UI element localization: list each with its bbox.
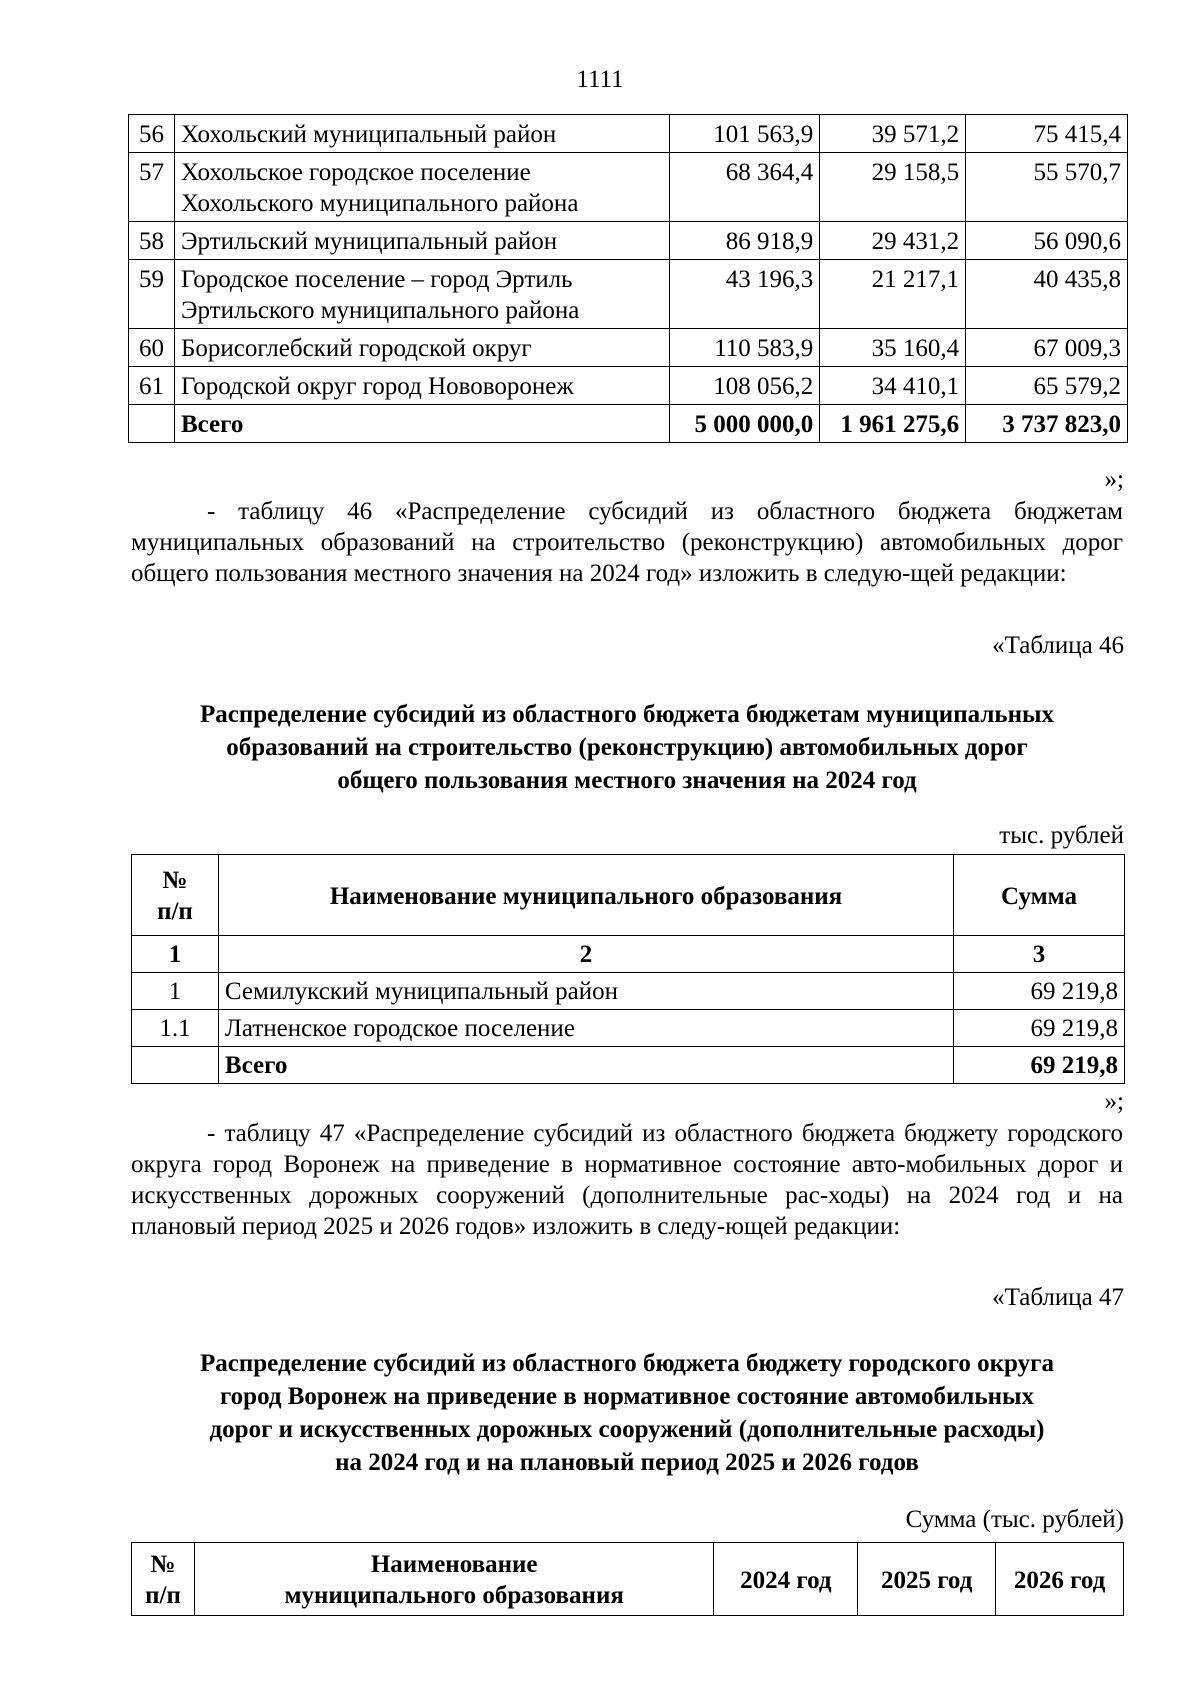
table-46-title: Распределение субсидий из областного бюджета бюджетам муниципальных образований на строительство (реконструкцию) автомобильных дорог общего пользования местного значения на 2024 год	[199, 701, 1055, 794]
column-header-number: № п/п	[132, 855, 219, 936]
row-name	[174, 367, 669, 405]
table-row	[132, 1010, 1125, 1047]
column-header-sum: Сумма	[954, 855, 1125, 936]
row-sum: 69 219,8	[954, 1010, 1125, 1047]
column-header-2026: 2026 год	[996, 1543, 1124, 1616]
total-sum: 69 219,8	[954, 1047, 1125, 1084]
column-number-2: 2	[218, 936, 953, 973]
row-value-2: 29 431,2	[820, 222, 966, 260]
row-name-line: Городское поселение – город Эртиль	[180, 266, 573, 293]
table-header-row	[132, 1543, 1124, 1616]
table-subsidies-continued	[128, 114, 1128, 443]
row-value-1: 101 563,9	[670, 115, 820, 153]
row-name-line: Городской округ город Нововоронеж	[180, 373, 574, 400]
total-label: Всего	[174, 405, 669, 443]
table-body	[132, 1543, 1124, 1616]
row-name	[174, 222, 669, 260]
row-name-line: Эртильского муниципального района	[180, 297, 580, 324]
column-header-name: Наименование муниципального образования	[218, 855, 953, 936]
total-value-1: 5 000 000,0	[670, 405, 820, 443]
row-name-line: Эртильский муниципальный район	[180, 228, 558, 255]
total-value-3: 3 737 823,0	[966, 405, 1128, 443]
row-name-line: Хохольский муниципальный район	[180, 121, 557, 148]
table-row	[129, 222, 1128, 260]
row-value-3: 55 570,7	[966, 153, 1128, 222]
row-number: 58	[129, 222, 175, 260]
table-row	[129, 115, 1128, 153]
row-value-2: 39 571,2	[820, 115, 966, 153]
row-value-2: 34 410,1	[820, 367, 966, 405]
row-value-2: 29 158,5	[820, 153, 966, 222]
row-name	[174, 260, 669, 329]
end-quote-mark: »;	[1104, 1088, 1124, 1115]
table-body	[132, 855, 1125, 1084]
table-47	[131, 1542, 1124, 1616]
column-number-1: 1	[132, 936, 219, 973]
row-number: 1.1	[132, 1010, 219, 1047]
paragraph-table-46-amendment: - таблицу 46 «Распределение субсидий из областного бюджета бюджетам муниципальных образований на строительство (реконструкцию) автомобильных дорог общего пользования местного значения на 2024 год» изложить в следую-щей редакции:	[131, 498, 1123, 587]
table-row	[132, 973, 1125, 1010]
row-value-1: 68 364,4	[670, 153, 820, 222]
table-47-title: Распределение субсидий из областного бюджета бюджету городского округа город Воронеж на приведение в нормативное состояние автомобильных дорог и искусственных дорожных сооружений (дополнительные расходы) на 2024 год и на плановый период 2025 и 2026 годов	[200, 1350, 1054, 1476]
total-value-2: 1 961 275,6	[820, 405, 966, 443]
column-header-2025: 2025 год	[858, 1543, 996, 1616]
table-47-label: «Таблица 47	[992, 1284, 1124, 1311]
total-row	[132, 1047, 1125, 1084]
row-number: 60	[129, 329, 175, 367]
column-header-number: № п/п	[132, 1543, 195, 1616]
column-header-2024: 2024 год	[714, 1543, 858, 1616]
column-header-name: Наименование муниципального образования	[194, 1543, 713, 1616]
row-value-3: 65 579,2	[966, 367, 1128, 405]
total-number-empty	[132, 1047, 219, 1084]
row-value-1: 86 918,9	[670, 222, 820, 260]
page-number: 1111	[576, 66, 624, 93]
row-number: 61	[129, 367, 175, 405]
table-header-row	[132, 855, 1125, 936]
row-name	[174, 329, 669, 367]
row-sum: 69 219,8	[954, 973, 1125, 1010]
table-row	[129, 329, 1128, 367]
row-number: 56	[129, 115, 175, 153]
row-name-line: Хохольское городское поселение	[180, 159, 531, 186]
row-number: 1	[132, 973, 219, 1010]
row-value-3: 75 415,4	[966, 115, 1128, 153]
table-row	[129, 260, 1128, 329]
row-value-1: 43 196,3	[670, 260, 820, 329]
column-numbers-row	[132, 936, 1125, 973]
end-quote-mark: »;	[1104, 466, 1124, 493]
table-body	[129, 115, 1128, 443]
paragraph-table-47-amendment: - таблицу 47 «Распределение субсидий из областного бюджета бюджету городского округа город Воронеж на приведение в нормативное состояние авто-мобильных дорог и искусственных дорожных сооружений (дополнительные рас-ходы) на 2024 год и на плановый период 2025 и 2026 годов» изложить в следу-ющей редакции:	[131, 1120, 1123, 1240]
total-number-empty	[129, 405, 175, 443]
row-number: 59	[129, 260, 175, 329]
table-46-units: тыс. рублей	[999, 822, 1124, 849]
table-47-units: Сумма (тыс. рублей)	[905, 1506, 1124, 1533]
row-value-2: 21 217,1	[820, 260, 966, 329]
total-row	[129, 405, 1128, 443]
row-value-3: 56 090,6	[966, 222, 1128, 260]
row-number: 57	[129, 153, 175, 222]
row-value-1: 108 056,2	[670, 367, 820, 405]
row-name: Семилукский муниципальный район	[218, 973, 953, 1010]
table-46	[131, 854, 1125, 1084]
row-name	[174, 153, 669, 222]
row-value-1: 110 583,9	[670, 329, 820, 367]
total-label: Всего	[218, 1047, 953, 1084]
row-name-line: Борисоглебский городской округ	[180, 335, 532, 362]
row-value-3: 67 009,3	[966, 329, 1128, 367]
table-46-label: «Таблица 46	[992, 632, 1124, 659]
row-name-line: Хохольского муниципального района	[180, 190, 579, 217]
row-name: Латненское городское поселение	[218, 1010, 953, 1047]
table-row	[129, 153, 1128, 222]
column-number-3: 3	[954, 936, 1125, 973]
row-value-3: 40 435,8	[966, 260, 1128, 329]
table-row	[129, 367, 1128, 405]
row-name	[174, 115, 669, 153]
row-value-2: 35 160,4	[820, 329, 966, 367]
